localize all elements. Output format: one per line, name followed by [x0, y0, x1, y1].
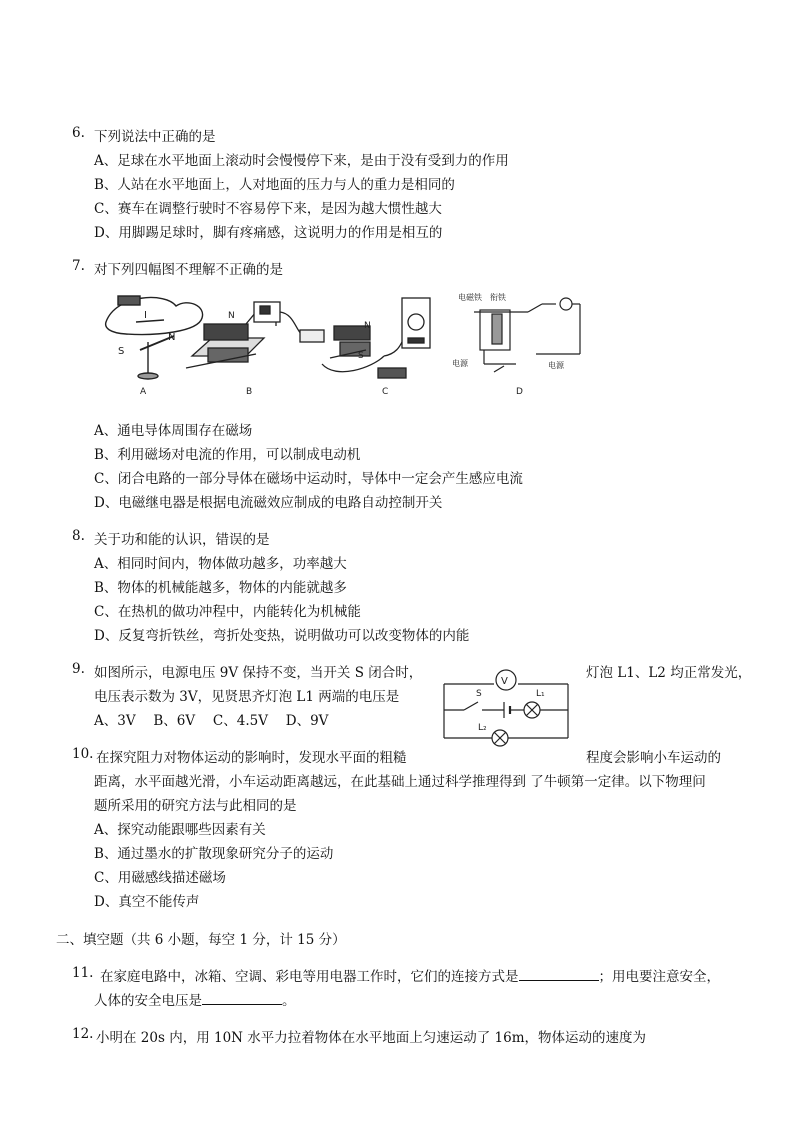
- q7-option-c: C、闭合电路的一部分导体在磁场中运动时，导体中一定会产生感应电流: [94, 471, 523, 487]
- figure-c: [322, 298, 430, 378]
- section-title-fill-in: 二、填空题（共 6 小题，每空 1 分，计 15 分）: [56, 932, 346, 948]
- figure-label-d: D: [516, 387, 523, 397]
- q9-options: A、3V B、6V C、4.5V D、9V: [94, 713, 329, 729]
- label-electromagnet: 电磁铁: [458, 293, 482, 302]
- figure-label-a: A: [140, 387, 147, 397]
- figure-label-b: B: [246, 387, 253, 397]
- q6-option-b: B、人站在水平地面上，人对地面的压力与人的重力是相同的: [94, 177, 455, 193]
- label-power-working: 电源: [548, 361, 564, 370]
- label-power-control: 电源: [452, 359, 468, 368]
- q7-stem: 对下列四幅图不理解不正确的是: [94, 262, 283, 278]
- voltmeter-label: V: [501, 676, 508, 687]
- figure-d: [452, 292, 580, 372]
- label-current-i: I: [144, 310, 147, 321]
- label-n-c: N: [364, 321, 371, 331]
- label-n-a: N: [168, 332, 176, 343]
- q8-stem: 关于功和能的认识，错误的是: [94, 532, 270, 548]
- switch-label: S: [476, 689, 482, 699]
- label-s-c: S: [358, 351, 364, 361]
- q11-blank-2[interactable]: [202, 990, 282, 1005]
- l1-label: L₁: [536, 689, 545, 699]
- q11-line2: [94, 989, 296, 1009]
- label-s-a: S: [118, 346, 125, 357]
- q9-line2: 电压表示数为 3V，见贤思齐灯泡 L1 两端的电压是: [94, 689, 400, 705]
- q10-option-d: D、真空不能传声: [94, 894, 200, 910]
- q6-option-c: C、赛车在调整行驶时不容易停下来，是因为越大惯性越大: [94, 201, 442, 217]
- q8-option-b: B、物体的机械能越多，物体的内能就越多: [94, 580, 347, 596]
- q9-line1-left: 如图所示，电源电压 9V 保持不变，当开关 S 闭合时，: [94, 665, 423, 681]
- q7-option-b: B、利用磁场对电流的作用，可以制成电动机: [94, 447, 361, 463]
- q11-line1-text-a: 在家庭电路中，冰箱、空调、彩电等用电器工作时，它们的连接方式是: [100, 969, 519, 985]
- q8-option-d: D、反复弯折铁丝，弯折处变热，说明做功可以改变物体的内能: [94, 628, 470, 644]
- q8-option-a: A、相同时间内，物体做功越多，功率越大: [94, 556, 347, 572]
- figure-b: [186, 302, 324, 368]
- q10-number: 10.: [72, 746, 94, 762]
- q12-number: 12.: [72, 1026, 94, 1042]
- q6-number: 6.: [72, 125, 85, 141]
- q9-circuit-diagram: [440, 668, 574, 750]
- q10-option-c: C、用磁感线描述磁场: [94, 870, 226, 886]
- q7-option-d: D、电磁继电器是根据电流磁效应制成的电路自动控制开关: [94, 495, 443, 511]
- q10-line3: 题所采用的研究方法与此相同的是: [94, 798, 297, 814]
- q11-line1-text-b: ；用电要注意安全，: [598, 969, 720, 985]
- l2-label: L₂: [478, 723, 487, 733]
- q10-line1-left: 在探究阻力对物体运动的影响时，发现水平面的粗糙: [96, 750, 407, 766]
- q10-option-b: B、通过墨水的扩散现象研究分子的运动: [94, 846, 334, 862]
- q7-figures: [96, 284, 586, 398]
- q7-option-a: A、通电导体周围存在磁场: [94, 423, 253, 439]
- q9-number: 9.: [72, 661, 85, 677]
- figure-label-c: C: [382, 387, 389, 397]
- lamp-l1: [524, 702, 540, 718]
- q9-line1-right: 灯泡 L1、L2 均正常发光，: [586, 665, 752, 681]
- q11-blank-1[interactable]: [519, 966, 599, 981]
- q11-line2-text-b: 。: [282, 993, 296, 1009]
- q10-line2: 距离，水平面越光滑，小车运动距离越远，在此基础上通过科学推理得到 了牛顿第一定律。以下物理问: [94, 774, 706, 790]
- q11-number: 11.: [72, 965, 94, 981]
- q11-line1: [100, 965, 720, 985]
- q6-option-d: D、用脚踢足球时，脚有疼痛感，这说明力的作用是相互的: [94, 225, 443, 241]
- q7-number: 7.: [72, 258, 85, 274]
- label-n-b: N: [228, 311, 235, 321]
- q8-option-c: C、在热机的做功冲程中，内能转化为机械能: [94, 604, 361, 620]
- voltmeter: [496, 670, 516, 690]
- lamp-l2: [492, 730, 508, 746]
- q6-stem: 下列说法中正确的是: [94, 129, 216, 145]
- q6-option-a: A、足球在水平地面上滚动时会慢慢停下来，是由于没有受到力的作用: [94, 153, 509, 169]
- q10-line1-right: 程度会影响小车运动的: [586, 750, 721, 766]
- label-armature: 衔铁: [490, 293, 506, 302]
- q11-line2-text-a: 人体的安全电压是: [94, 993, 202, 1009]
- figure-a: [106, 296, 203, 379]
- q10-option-a: A、探究动能跟哪些因素有关: [94, 822, 266, 838]
- q8-number: 8.: [72, 528, 85, 544]
- q12-line1: 小明在 20s 内，用 10N 水平力拉着物体在水平地面上匀速运动了 16m，物体运动的速度为: [96, 1030, 647, 1046]
